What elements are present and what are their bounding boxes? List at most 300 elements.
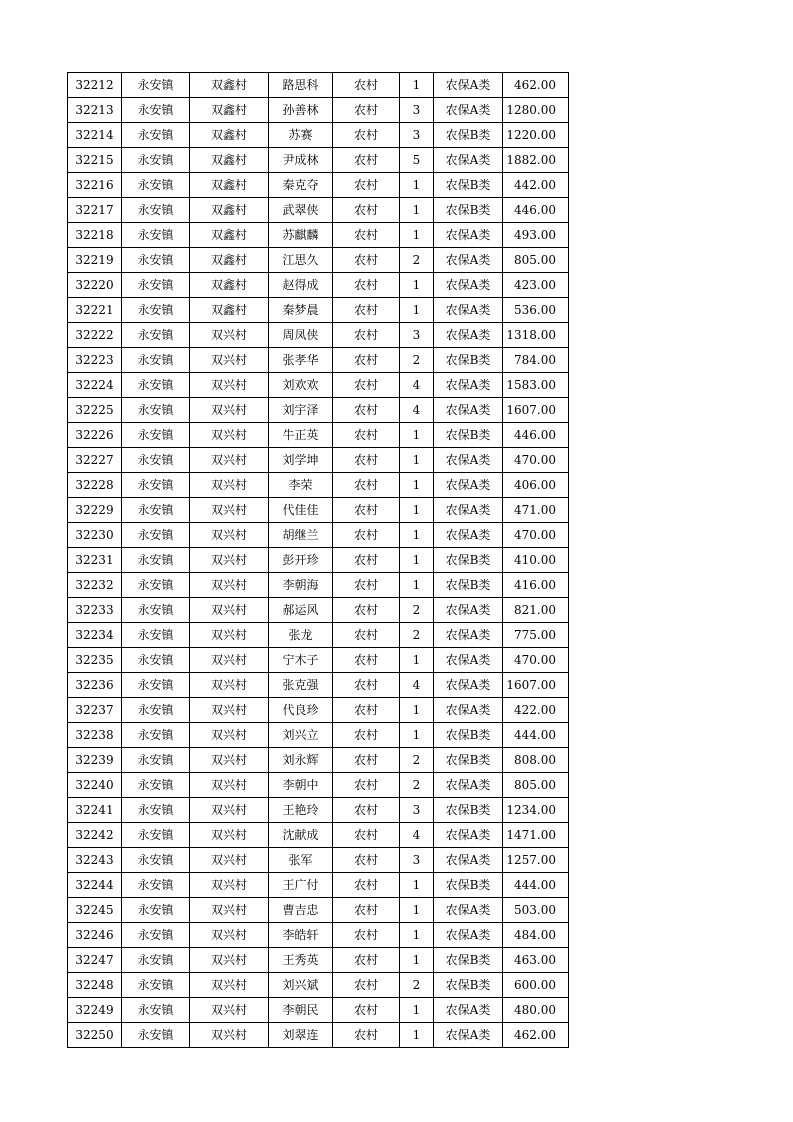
village-cell: 双兴村: [190, 948, 269, 973]
table-row: [68, 1023, 569, 1048]
member-count-cell: 5: [400, 148, 434, 173]
member-count-cell: 3: [400, 323, 434, 348]
person-name-cell: 刘翠连: [269, 1023, 333, 1048]
record-id-cell: 32235: [68, 648, 122, 673]
insurance-category-cell: 农保B类: [434, 873, 503, 898]
household-type-cell: 农村: [333, 523, 400, 548]
insurance-category-cell: 农保B类: [434, 948, 503, 973]
insurance-category-cell: 农保A类: [434, 73, 503, 98]
town-cell: 永安镇: [122, 198, 190, 223]
household-type-cell: 农村: [333, 98, 400, 123]
town-cell: 永安镇: [122, 373, 190, 398]
insurance-category-cell: 农保A类: [434, 998, 503, 1023]
insurance-category-cell: 农保A类: [434, 473, 503, 498]
record-id-cell: 32214: [68, 123, 122, 148]
amount-cell: 1318.00: [503, 323, 569, 348]
town-cell: 永安镇: [122, 823, 190, 848]
amount-cell: 1882.00: [503, 148, 569, 173]
record-id-cell: 32220: [68, 273, 122, 298]
household-type-cell: 农村: [333, 748, 400, 773]
record-id-cell: 32223: [68, 348, 122, 373]
insurance-category-cell: 农保A类: [434, 623, 503, 648]
member-count-cell: 1: [400, 223, 434, 248]
person-name-cell: 曹吉忠: [269, 898, 333, 923]
record-id-cell: 32218: [68, 223, 122, 248]
person-name-cell: 代良珍: [269, 698, 333, 723]
person-name-cell: 代佳佳: [269, 498, 333, 523]
member-count-cell: 1: [400, 273, 434, 298]
town-cell: 永安镇: [122, 998, 190, 1023]
member-count-cell: 2: [400, 748, 434, 773]
town-cell: 永安镇: [122, 648, 190, 673]
household-type-cell: 农村: [333, 198, 400, 223]
village-cell: 双兴村: [190, 623, 269, 648]
household-type-cell: 农村: [333, 273, 400, 298]
member-count-cell: 1: [400, 523, 434, 548]
town-cell: 永安镇: [122, 698, 190, 723]
village-cell: 双兴村: [190, 323, 269, 348]
household-type-cell: 农村: [333, 223, 400, 248]
insurance-category-cell: 农保B类: [434, 748, 503, 773]
village-cell: 双兴村: [190, 923, 269, 948]
village-cell: 双兴村: [190, 823, 269, 848]
table-row: [68, 573, 569, 598]
household-type-cell: 农村: [333, 1023, 400, 1048]
person-name-cell: 王艳玲: [269, 798, 333, 823]
record-id-cell: 32237: [68, 698, 122, 723]
amount-cell: 536.00: [503, 298, 569, 323]
village-cell: 双鑫村: [190, 98, 269, 123]
table-row: [68, 148, 569, 173]
person-name-cell: 王秀英: [269, 948, 333, 973]
table-row: [68, 173, 569, 198]
table-row: [68, 398, 569, 423]
town-cell: 永安镇: [122, 673, 190, 698]
amount-cell: 1471.00: [503, 823, 569, 848]
town-cell: 永安镇: [122, 273, 190, 298]
table-row: [68, 523, 569, 548]
household-type-cell: 农村: [333, 623, 400, 648]
amount-cell: 805.00: [503, 773, 569, 798]
village-cell: 双兴村: [190, 723, 269, 748]
village-cell: 双兴村: [190, 998, 269, 1023]
record-id-cell: 32244: [68, 873, 122, 898]
record-id-cell: 32234: [68, 623, 122, 648]
table-row: [68, 948, 569, 973]
insurance-category-cell: 农保A类: [434, 373, 503, 398]
table-row: [68, 698, 569, 723]
insurance-category-cell: 农保A类: [434, 773, 503, 798]
member-count-cell: 1: [400, 198, 434, 223]
amount-cell: 805.00: [503, 248, 569, 273]
insurance-category-cell: 农保A类: [434, 323, 503, 348]
table-row: [68, 473, 569, 498]
village-cell: 双兴村: [190, 873, 269, 898]
insurance-category-cell: 农保A类: [434, 648, 503, 673]
amount-cell: 1257.00: [503, 848, 569, 873]
member-count-cell: 4: [400, 373, 434, 398]
household-type-cell: 农村: [333, 573, 400, 598]
record-id-cell: 32222: [68, 323, 122, 348]
town-cell: 永安镇: [122, 773, 190, 798]
person-name-cell: 李朝中: [269, 773, 333, 798]
town-cell: 永安镇: [122, 323, 190, 348]
table-row: [68, 123, 569, 148]
village-cell: 双鑫村: [190, 198, 269, 223]
person-name-cell: 李皓轩: [269, 923, 333, 948]
town-cell: 永安镇: [122, 573, 190, 598]
household-type-cell: 农村: [333, 673, 400, 698]
amount-cell: 480.00: [503, 998, 569, 1023]
person-name-cell: 王广付: [269, 873, 333, 898]
amount-cell: 1607.00: [503, 398, 569, 423]
person-name-cell: 刘兴立: [269, 723, 333, 748]
insurance-category-cell: 农保A类: [434, 98, 503, 123]
record-id-cell: 32240: [68, 773, 122, 798]
insurance-category-cell: 农保B类: [434, 423, 503, 448]
insurance-category-cell: 农保A类: [434, 148, 503, 173]
person-name-cell: 苏麒麟: [269, 223, 333, 248]
town-cell: 永安镇: [122, 548, 190, 573]
village-cell: 双兴村: [190, 348, 269, 373]
table-body: [68, 73, 569, 1048]
person-name-cell: 李朝民: [269, 998, 333, 1023]
member-count-cell: 1: [400, 873, 434, 898]
person-name-cell: 秦克夺: [269, 173, 333, 198]
person-name-cell: 胡继兰: [269, 523, 333, 548]
village-cell: 双兴村: [190, 548, 269, 573]
amount-cell: 1583.00: [503, 373, 569, 398]
village-cell: 双兴村: [190, 973, 269, 998]
table-row: [68, 348, 569, 373]
record-id-cell: 32230: [68, 523, 122, 548]
table-row: [68, 673, 569, 698]
insurance-category-cell: 农保A类: [434, 898, 503, 923]
amount-cell: 1220.00: [503, 123, 569, 148]
person-name-cell: 江思久: [269, 248, 333, 273]
village-cell: 双兴村: [190, 423, 269, 448]
person-name-cell: 周凤侠: [269, 323, 333, 348]
village-cell: 双兴村: [190, 798, 269, 823]
amount-cell: 775.00: [503, 623, 569, 648]
record-id-cell: 32213: [68, 98, 122, 123]
insurance-category-cell: 农保A类: [434, 848, 503, 873]
household-type-cell: 农村: [333, 148, 400, 173]
table-row: [68, 898, 569, 923]
household-type-cell: 农村: [333, 873, 400, 898]
record-id-cell: 32241: [68, 798, 122, 823]
table-row: [68, 273, 569, 298]
record-id-cell: 32245: [68, 898, 122, 923]
village-cell: 双兴村: [190, 398, 269, 423]
member-count-cell: 2: [400, 773, 434, 798]
household-type-cell: 农村: [333, 298, 400, 323]
household-type-cell: 农村: [333, 998, 400, 1023]
table-row: [68, 498, 569, 523]
person-name-cell: 彭开珍: [269, 548, 333, 573]
amount-cell: 1234.00: [503, 798, 569, 823]
town-cell: 永安镇: [122, 948, 190, 973]
village-cell: 双兴村: [190, 773, 269, 798]
household-type-cell: 农村: [333, 323, 400, 348]
record-id-cell: 32247: [68, 948, 122, 973]
household-type-cell: 农村: [333, 398, 400, 423]
town-cell: 永安镇: [122, 73, 190, 98]
person-name-cell: 秦梦晨: [269, 298, 333, 323]
amount-cell: 784.00: [503, 348, 569, 373]
record-id-cell: 32250: [68, 1023, 122, 1048]
member-count-cell: 1: [400, 723, 434, 748]
town-cell: 永安镇: [122, 498, 190, 523]
amount-cell: 821.00: [503, 598, 569, 623]
amount-cell: 470.00: [503, 448, 569, 473]
amount-cell: 446.00: [503, 423, 569, 448]
record-id-cell: 32233: [68, 598, 122, 623]
amount-cell: 446.00: [503, 198, 569, 223]
record-id-cell: 32236: [68, 673, 122, 698]
table-row: [68, 548, 569, 573]
village-cell: 双兴村: [190, 748, 269, 773]
insurance-category-cell: 农保A类: [434, 673, 503, 698]
insurance-category-cell: 农保A类: [434, 698, 503, 723]
record-id-cell: 32226: [68, 423, 122, 448]
household-type-cell: 农村: [333, 723, 400, 748]
member-count-cell: 1: [400, 1023, 434, 1048]
person-name-cell: 刘宇泽: [269, 398, 333, 423]
amount-cell: 470.00: [503, 523, 569, 548]
household-type-cell: 农村: [333, 973, 400, 998]
insurance-category-cell: 农保A类: [434, 223, 503, 248]
household-type-cell: 农村: [333, 173, 400, 198]
household-type-cell: 农村: [333, 698, 400, 723]
insurance-category-cell: 农保A类: [434, 273, 503, 298]
household-type-cell: 农村: [333, 648, 400, 673]
household-type-cell: 农村: [333, 73, 400, 98]
person-name-cell: 刘永辉: [269, 748, 333, 773]
household-type-cell: 农村: [333, 823, 400, 848]
member-count-cell: 1: [400, 173, 434, 198]
person-name-cell: 张军: [269, 848, 333, 873]
amount-cell: 493.00: [503, 223, 569, 248]
member-count-cell: 2: [400, 248, 434, 273]
record-id-cell: 32219: [68, 248, 122, 273]
table-row: [68, 248, 569, 273]
person-name-cell: 路思科: [269, 73, 333, 98]
table-row: [68, 298, 569, 323]
amount-cell: 484.00: [503, 923, 569, 948]
household-type-cell: 农村: [333, 248, 400, 273]
person-name-cell: 刘欢欢: [269, 373, 333, 398]
person-name-cell: 张龙: [269, 623, 333, 648]
member-count-cell: 1: [400, 648, 434, 673]
member-count-cell: 1: [400, 448, 434, 473]
person-name-cell: 武翠侠: [269, 198, 333, 223]
household-type-cell: 农村: [333, 548, 400, 573]
insurance-category-cell: 农保A类: [434, 398, 503, 423]
person-name-cell: 宁木子: [269, 648, 333, 673]
village-cell: 双鑫村: [190, 273, 269, 298]
record-id-cell: 32229: [68, 498, 122, 523]
village-cell: 双鑫村: [190, 223, 269, 248]
member-count-cell: 1: [400, 898, 434, 923]
member-count-cell: 4: [400, 823, 434, 848]
town-cell: 永安镇: [122, 123, 190, 148]
person-name-cell: 尹成林: [269, 148, 333, 173]
member-count-cell: 1: [400, 498, 434, 523]
town-cell: 永安镇: [122, 398, 190, 423]
village-cell: 双鑫村: [190, 123, 269, 148]
insurance-category-cell: 农保A类: [434, 923, 503, 948]
table-row: [68, 323, 569, 348]
town-cell: 永安镇: [122, 148, 190, 173]
table-row: [68, 723, 569, 748]
household-type-cell: 农村: [333, 948, 400, 973]
insurance-category-cell: 农保B类: [434, 348, 503, 373]
person-name-cell: 张孝华: [269, 348, 333, 373]
household-type-cell: 农村: [333, 123, 400, 148]
record-id-cell: 32215: [68, 148, 122, 173]
member-count-cell: 3: [400, 798, 434, 823]
household-type-cell: 农村: [333, 848, 400, 873]
amount-cell: 463.00: [503, 948, 569, 973]
town-cell: 永安镇: [122, 623, 190, 648]
member-count-cell: 2: [400, 623, 434, 648]
member-count-cell: 2: [400, 348, 434, 373]
insurance-category-cell: 农保A类: [434, 823, 503, 848]
village-cell: 双兴村: [190, 498, 269, 523]
village-cell: 双鑫村: [190, 298, 269, 323]
person-name-cell: 郝运风: [269, 598, 333, 623]
member-count-cell: 1: [400, 473, 434, 498]
town-cell: 永安镇: [122, 848, 190, 873]
village-cell: 双兴村: [190, 673, 269, 698]
person-name-cell: 赵得成: [269, 273, 333, 298]
record-id-cell: 32239: [68, 748, 122, 773]
town-cell: 永安镇: [122, 248, 190, 273]
household-type-cell: 农村: [333, 898, 400, 923]
insurance-category-cell: 农保B类: [434, 123, 503, 148]
insurance-category-cell: 农保A类: [434, 1023, 503, 1048]
amount-cell: 416.00: [503, 573, 569, 598]
village-cell: 双兴村: [190, 898, 269, 923]
village-cell: 双鑫村: [190, 248, 269, 273]
town-cell: 永安镇: [122, 723, 190, 748]
household-type-cell: 农村: [333, 423, 400, 448]
town-cell: 永安镇: [122, 423, 190, 448]
member-count-cell: 1: [400, 948, 434, 973]
record-id-cell: 32228: [68, 473, 122, 498]
town-cell: 永安镇: [122, 298, 190, 323]
person-name-cell: 李朝海: [269, 573, 333, 598]
town-cell: 永安镇: [122, 448, 190, 473]
person-name-cell: 刘兴斌: [269, 973, 333, 998]
insurance-category-cell: 农保B类: [434, 723, 503, 748]
village-cell: 双兴村: [190, 473, 269, 498]
person-name-cell: 牛正英: [269, 423, 333, 448]
town-cell: 永安镇: [122, 973, 190, 998]
village-cell: 双鑫村: [190, 173, 269, 198]
member-count-cell: 1: [400, 73, 434, 98]
person-name-cell: 李荣: [269, 473, 333, 498]
insurance-category-cell: 农保A类: [434, 523, 503, 548]
record-id-cell: 32221: [68, 298, 122, 323]
table-row: [68, 423, 569, 448]
record-id-cell: 32232: [68, 573, 122, 598]
village-cell: 双兴村: [190, 373, 269, 398]
person-name-cell: 刘学坤: [269, 448, 333, 473]
member-count-cell: 2: [400, 973, 434, 998]
town-cell: 永安镇: [122, 173, 190, 198]
table-row: [68, 198, 569, 223]
record-id-cell: 32249: [68, 998, 122, 1023]
member-count-cell: 1: [400, 923, 434, 948]
amount-cell: 422.00: [503, 698, 569, 723]
record-id-cell: 32216: [68, 173, 122, 198]
amount-cell: 808.00: [503, 748, 569, 773]
insurance-category-cell: 农保B类: [434, 548, 503, 573]
household-type-cell: 农村: [333, 598, 400, 623]
town-cell: 永安镇: [122, 898, 190, 923]
insurance-category-cell: 农保A类: [434, 248, 503, 273]
table-row: [68, 373, 569, 398]
member-count-cell: 1: [400, 573, 434, 598]
table-row: [68, 923, 569, 948]
member-count-cell: 3: [400, 848, 434, 873]
village-cell: 双兴村: [190, 598, 269, 623]
town-cell: 永安镇: [122, 598, 190, 623]
village-cell: 双兴村: [190, 523, 269, 548]
table-row: [68, 998, 569, 1023]
town-cell: 永安镇: [122, 348, 190, 373]
village-cell: 双鑫村: [190, 73, 269, 98]
table-row: [68, 773, 569, 798]
amount-cell: 462.00: [503, 73, 569, 98]
person-name-cell: 沈献成: [269, 823, 333, 848]
table-row: [68, 598, 569, 623]
table-row: [68, 448, 569, 473]
table-row: [68, 98, 569, 123]
record-id-cell: 32212: [68, 73, 122, 98]
amount-cell: 444.00: [503, 723, 569, 748]
table-row: [68, 223, 569, 248]
table-row: [68, 648, 569, 673]
town-cell: 永安镇: [122, 873, 190, 898]
town-cell: 永安镇: [122, 923, 190, 948]
insurance-category-cell: 农保A类: [434, 598, 503, 623]
record-id-cell: 32217: [68, 198, 122, 223]
amount-cell: 1280.00: [503, 98, 569, 123]
table-row: [68, 798, 569, 823]
village-cell: 双兴村: [190, 648, 269, 673]
village-cell: 双兴村: [190, 698, 269, 723]
insurance-category-cell: 农保A类: [434, 448, 503, 473]
insurance-category-cell: 农保A类: [434, 298, 503, 323]
member-count-cell: 1: [400, 998, 434, 1023]
beneficiary-table: [67, 72, 569, 1048]
record-id-cell: 32224: [68, 373, 122, 398]
record-id-cell: 32243: [68, 848, 122, 873]
amount-cell: 1607.00: [503, 673, 569, 698]
amount-cell: 471.00: [503, 498, 569, 523]
record-id-cell: 32238: [68, 723, 122, 748]
record-id-cell: 32248: [68, 973, 122, 998]
member-count-cell: 1: [400, 548, 434, 573]
village-cell: 双兴村: [190, 848, 269, 873]
amount-cell: 442.00: [503, 173, 569, 198]
village-cell: 双鑫村: [190, 148, 269, 173]
member-count-cell: 4: [400, 398, 434, 423]
table-row: [68, 823, 569, 848]
